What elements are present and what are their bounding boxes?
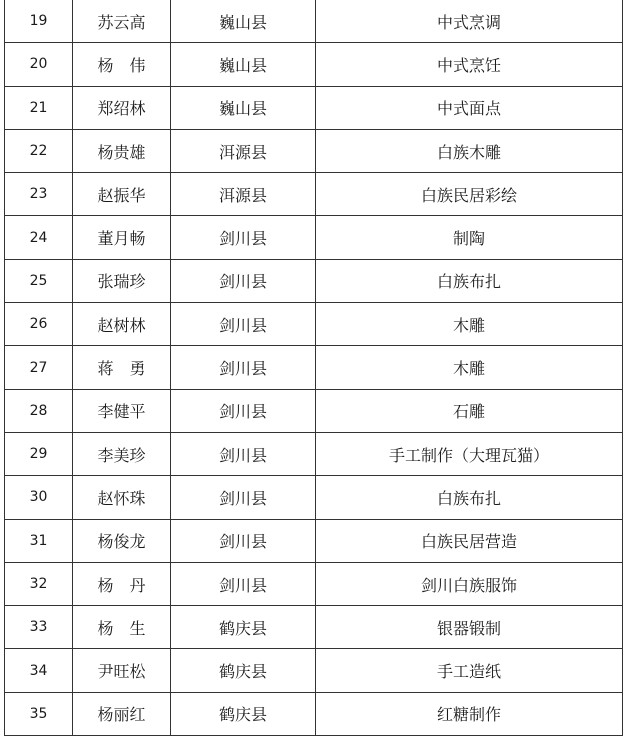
person-name-cell: 杨 丹	[73, 562, 171, 605]
person-name-cell: 张瑞珍	[73, 259, 171, 302]
row-number-cell: 32	[5, 562, 73, 605]
skill-cell: 中式烹饪	[316, 43, 623, 86]
table-row	[5, 389, 623, 432]
person-name-cell: 苏云高	[73, 0, 171, 43]
skill-cell: 白族民居彩绘	[316, 173, 623, 216]
skill-cell: 石雕	[316, 389, 623, 432]
county-cell: 剑川县	[171, 303, 316, 346]
skill-cell: 白族布扎	[316, 476, 623, 519]
county-cell: 剑川县	[171, 389, 316, 432]
skill-cell: 白族民居营造	[316, 519, 623, 562]
row-number-cell: 26	[5, 303, 73, 346]
person-name-cell: 郑绍林	[73, 86, 171, 129]
row-number-cell: 23	[5, 173, 73, 216]
table-row	[5, 129, 623, 172]
row-number-cell: 19	[5, 0, 73, 43]
person-name-cell: 杨贵雄	[73, 129, 171, 172]
person-name-cell: 尹旺松	[73, 649, 171, 692]
county-cell: 巍山县	[171, 0, 316, 43]
table-row	[5, 346, 623, 389]
person-name-cell: 蒋 勇	[73, 346, 171, 389]
person-name-cell: 李美珍	[73, 432, 171, 475]
skill-cell: 手工造纸	[316, 649, 623, 692]
row-number-cell: 20	[5, 43, 73, 86]
table-row	[5, 259, 623, 302]
row-number-cell: 29	[5, 432, 73, 475]
table-row	[5, 476, 623, 519]
row-number-cell: 28	[5, 389, 73, 432]
list-table-container	[4, 0, 618, 736]
row-number-cell: 31	[5, 519, 73, 562]
county-cell: 鹤庆县	[171, 649, 316, 692]
row-number-cell: 35	[5, 692, 73, 735]
table-row	[5, 0, 623, 43]
table-row	[5, 173, 623, 216]
table-row	[5, 43, 623, 86]
person-name-cell: 杨 生	[73, 606, 171, 649]
skill-cell: 手工制作（大理瓦猫）	[316, 432, 623, 475]
row-number-cell: 24	[5, 216, 73, 259]
row-number-cell: 22	[5, 129, 73, 172]
county-cell: 洱源县	[171, 173, 316, 216]
table-row	[5, 649, 623, 692]
person-name-cell: 赵振华	[73, 173, 171, 216]
table-row	[5, 562, 623, 605]
skill-cell: 中式面点	[316, 86, 623, 129]
county-cell: 巍山县	[171, 43, 316, 86]
county-cell: 剑川县	[171, 519, 316, 562]
county-cell: 剑川县	[171, 346, 316, 389]
row-number-cell: 25	[5, 259, 73, 302]
skill-cell: 红糖制作	[316, 692, 623, 735]
person-name-cell: 李健平	[73, 389, 171, 432]
county-cell: 鹤庆县	[171, 606, 316, 649]
skill-cell: 木雕	[316, 303, 623, 346]
county-cell: 剑川县	[171, 216, 316, 259]
county-cell: 鹤庆县	[171, 692, 316, 735]
county-cell: 剑川县	[171, 259, 316, 302]
county-cell: 巍山县	[171, 86, 316, 129]
skill-cell: 中式烹调	[316, 0, 623, 43]
skill-cell: 白族布扎	[316, 259, 623, 302]
row-number-cell: 27	[5, 346, 73, 389]
county-cell: 剑川县	[171, 562, 316, 605]
row-number-cell: 34	[5, 649, 73, 692]
table-row	[5, 432, 623, 475]
table-row	[5, 86, 623, 129]
person-name-cell: 赵树林	[73, 303, 171, 346]
table-row	[5, 303, 623, 346]
row-number-cell: 33	[5, 606, 73, 649]
list-table	[4, 0, 623, 736]
person-name-cell: 杨丽红	[73, 692, 171, 735]
person-name-cell: 杨俊龙	[73, 519, 171, 562]
table-row	[5, 606, 623, 649]
skill-cell: 白族木雕	[316, 129, 623, 172]
skill-cell: 木雕	[316, 346, 623, 389]
row-number-cell: 30	[5, 476, 73, 519]
skill-cell: 银器锻制	[316, 606, 623, 649]
table-row	[5, 519, 623, 562]
table-row	[5, 692, 623, 735]
person-name-cell: 杨 伟	[73, 43, 171, 86]
county-cell: 剑川县	[171, 432, 316, 475]
person-name-cell: 董月畅	[73, 216, 171, 259]
table-row	[5, 216, 623, 259]
skill-cell: 制陶	[316, 216, 623, 259]
list-table-body	[5, 0, 623, 736]
row-number-cell: 21	[5, 86, 73, 129]
county-cell: 洱源县	[171, 129, 316, 172]
county-cell: 剑川县	[171, 476, 316, 519]
person-name-cell: 赵怀珠	[73, 476, 171, 519]
skill-cell: 剑川白族服饰	[316, 562, 623, 605]
